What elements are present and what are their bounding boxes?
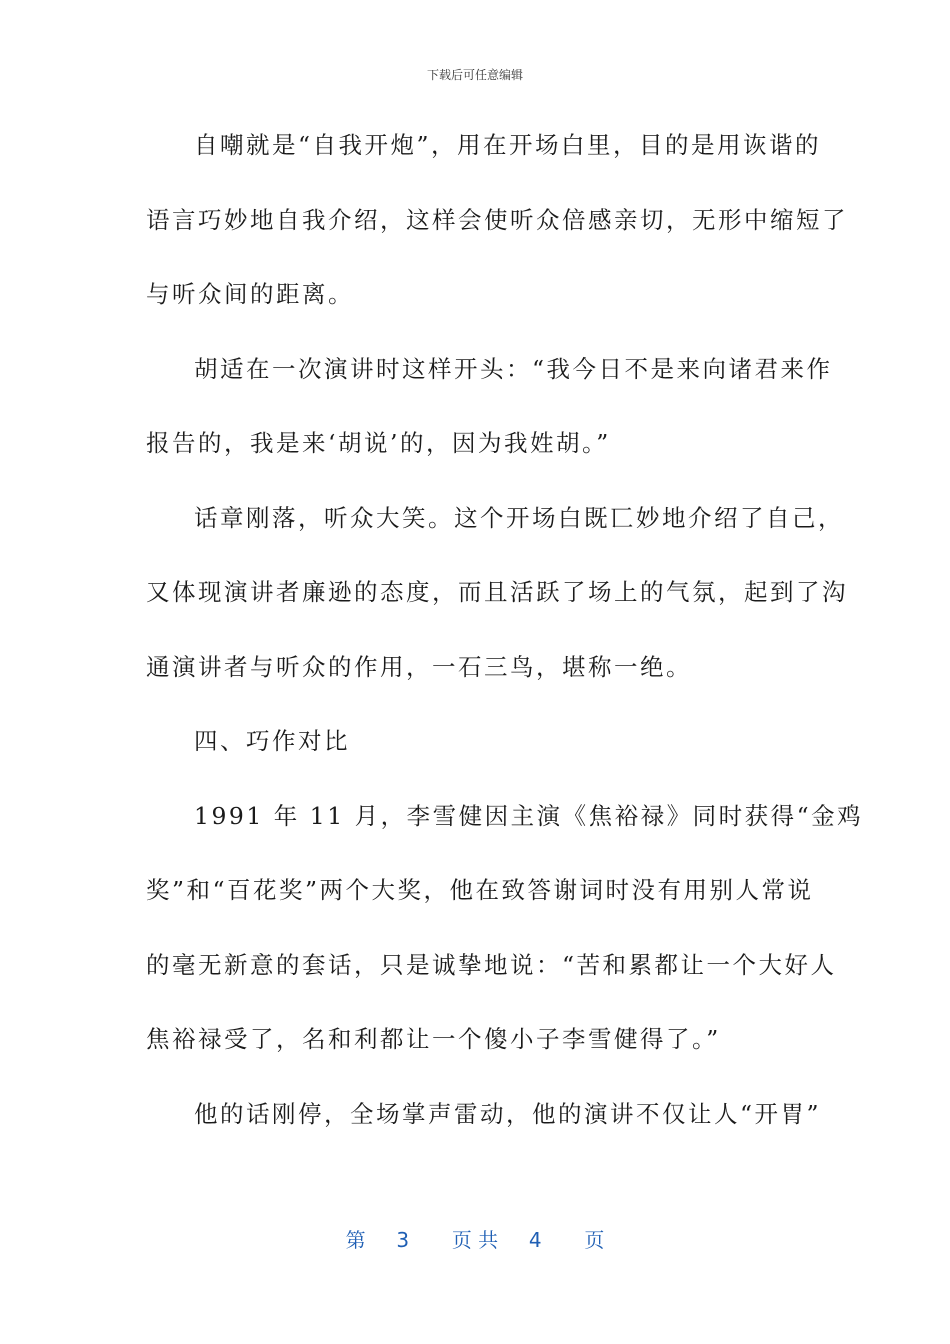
text-line: 他的话刚停，全场掌声雷动，他的演讲不仅让人“开胃”	[194, 1099, 822, 1128]
page-header: 下载后可任意编辑	[426, 68, 523, 82]
current-page-number: 3	[396, 1228, 410, 1252]
footer-prefix: 第	[345, 1228, 366, 1252]
section-heading: 四、巧作对比	[194, 727, 350, 755]
text-line: 的毫无新意的套话，只是诚挚地说：“苦和累都让一个大好人	[146, 950, 837, 979]
page-footer	[0, 1224, 950, 1253]
footer-suffix: 页	[584, 1228, 605, 1252]
text-line: 自嘲就是“自我开炮”，用在开场白里，目的是用诙谐的	[194, 131, 822, 159]
text-line: 胡适在一次演讲时这样开头：“我今日不是来向诸君来作	[194, 354, 833, 383]
document-body	[146, 108, 864, 1151]
text-line: 焦裕禄受了，名和利都让一个傻小子李雪健得了。”	[146, 1025, 721, 1053]
total-pages-number: 4	[528, 1228, 542, 1252]
text-line: 语言巧妙地自我介绍，这样会使听众倍感亲切，无形中缩短了	[146, 205, 848, 234]
text-line: 奖”和“百花奖”两个大奖，他在致答谢词时没有用别人常说	[146, 876, 814, 904]
footer-middle: 页 共	[451, 1228, 499, 1252]
text-line: 报告的，我是来‘胡说’的，因为我姓胡。”	[146, 429, 611, 457]
text-line: 通演讲者与听众的作用，一石三鸟，堪称一绝。	[146, 652, 692, 681]
text-line: 与听众间的距离。	[146, 280, 354, 308]
text-line: 话章刚落，听众大笑。这个开场白既匸妙地介绍了自己，	[194, 503, 844, 532]
text-line: 又体现演讲者廉逊的态度，而且活跃了场上的气氛，起到了沟	[146, 578, 848, 606]
text-line: 1991 年 11 月，李雪健因主演《焦裕禄》同时获得“金鸡	[194, 801, 864, 830]
